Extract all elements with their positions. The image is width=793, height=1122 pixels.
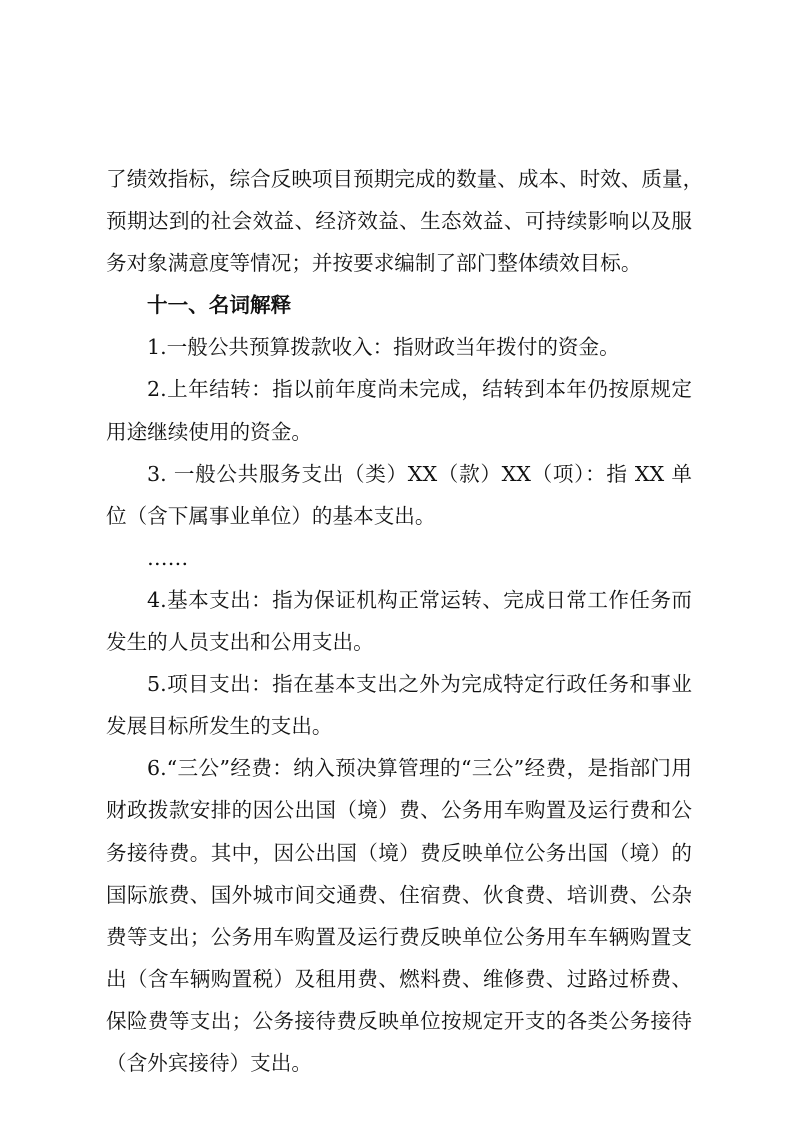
definition-item-3 [106,453,692,537]
text-line: 务接待费。其中，因公出国（境）费反映单位公务出国（境）的 [106,840,692,865]
definition-item-1 [106,326,692,368]
text-line: 位（含下属事业单位）的基本支出。 [106,503,436,528]
text-line: 发生的人员支出和公用支出。 [106,630,374,655]
text-line: 3. 一般公共服务支出（类）XX（款）XX（项）：指 XX 单 [147,461,692,486]
section-heading [106,284,692,326]
definition-item-2 [106,368,692,452]
ellipsis-line [106,537,692,579]
text-line: 了绩效指标，综合反映项目预期完成的数量、成本、时效、质量， [106,167,704,191]
text-line: 出（含车辆购置税）及租用费、燃料费、维修费、过路过桥费、 [106,966,692,991]
text-line: 财政拨款安排的因公出国（境）费、公务用车购置及运行费和公 [106,798,692,823]
text-line: 1.一般公共预算拨款收入：指财政当年拨付的资金。 [147,335,620,360]
section-heading-text: 十一、名词解释 [147,293,292,318]
definition-item-4 [106,579,692,663]
text-line: 预期达到的社会效益、经济效益、生态效益、可持续影响以及服 [106,209,692,234]
text-line: 费等支出；公务用车购置及运行费反映单位公务用车车辆购置支 [106,924,692,949]
paragraph-performance-targets [106,158,704,284]
text-line: 2.上年结转：指以前年度尚未完成，结转到本年仍按原规定 [147,377,692,402]
text-line: 务对象满意度等情况；并按要求编制了部门整体绩效目标。 [106,251,642,276]
text-line: 发展目标所发生的支出。 [106,714,333,739]
text-line: 5.项目支出：指在基本支出之外为完成特定行政任务和事业 [147,672,692,697]
definition-item-5 [106,663,692,747]
document-body [106,158,704,1084]
text-line: 4.基本支出：指为保证机构正常运转、完成日常工作任务而 [147,587,692,612]
definition-item-6 [106,747,692,1084]
text-line: 6.“三公”经费：纳入预决算管理的“三公”经费，是指部门用 [147,756,692,781]
text-line: （含外宾接待）支出。 [106,1050,312,1075]
text-line: 用途继续使用的资金。 [106,419,312,444]
text-line: 保险费等支出；公务接待费反映单位按规定开支的各类公务接待 [106,1008,692,1033]
text-line: 国际旅费、国外城市间交通费、住宿费、伙食费、培训费、公杂 [106,882,692,907]
ellipsis-text: …… [147,545,189,570]
